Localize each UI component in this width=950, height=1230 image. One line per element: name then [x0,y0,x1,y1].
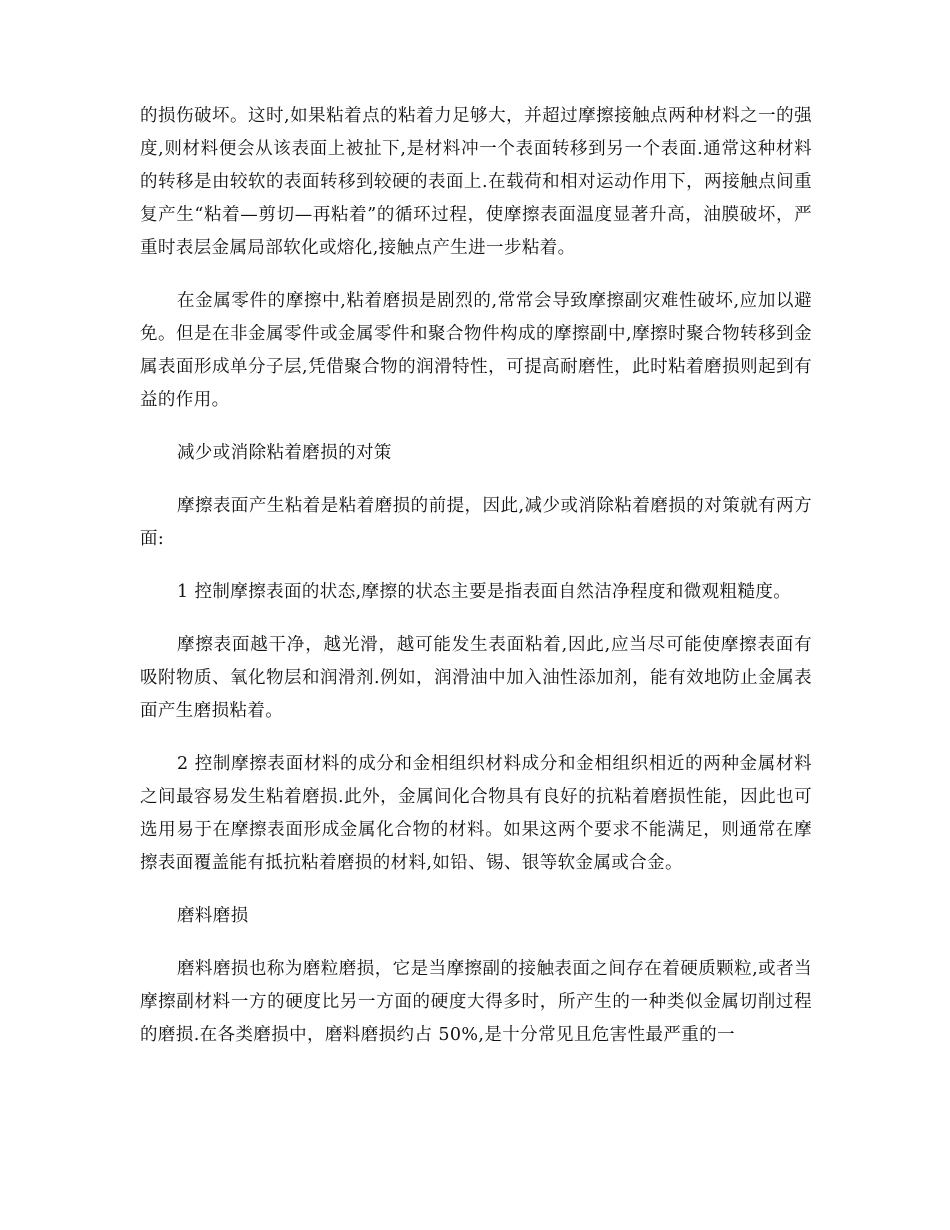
document-body [140,100,812,1072]
paragraph-item-2-material-composition: 2 控制摩擦表面材料的成分和金相组织材料成分和金相组织相近的两种金属材料之间最容易发生粘着磨损.此外，金属间化合物具有良好的抗粘着磨损性能，因此也可选用易于在摩擦表面形成金属化合物的材料。如果这两个要求不能满足，则通常在摩擦表面覆盖能有抵抗粘着磨损的材料,如铅、锡、银等软金属或合金。 [140,754,812,873]
section-heading-countermeasures: 减少或消除粘着磨损的对策 [177,443,392,463]
paragraph-metal-parts-friction: 在金属零件的摩擦中,粘着磨损是剧烈的,常常会导致摩擦副灾难性破坏,应加以避免。但是在非金属零件或金属零件和聚合物件构成的摩擦副中,摩擦时聚合物转移到金属表面形成单分子层,凭借聚合物的润滑特性，可提高耐磨性，此时粘着磨损则起到有益的作用。 [140,291,812,410]
section-heading-abrasive-wear: 磨料磨损 [177,906,249,926]
paragraph-clean-smooth-surface: 摩擦表面越干净，越光滑，越可能发生表面粘着,因此,应当尽可能使摩擦表面有吸附物质、氧化物层和润滑剂.例如，润滑油中加入油性添加剂，能有效地防止金属表面产生磨损粘着。 [140,635,812,721]
paragraph-adhesion-premise: 摩擦表面产生粘着是粘着磨损的前提，因此,减少或消除粘着磨损的对策就有两方面: [140,496,812,549]
paragraph-item-1-surface-state: 1 控制摩擦表面的状态,摩擦的状态主要是指表面自然洁净程度和微观粗糙度。 [177,582,792,602]
paragraph-continuation: 的损伤破坏。这时,如果粘着点的粘着力足够大，并超过摩擦接触点两种材料之一的强度,则材料便会从该表面上被扯下,是材料冲一个表面转移到另一个表面.通常这种材料的转移是由较软的表面转移到较硬的表面上.在载荷和相对运动作用下，两接触点间重复产生“粘着—剪切—再粘着”的循环过程，使摩擦表面温度显著升高，油膜破坏，严重时表层金属局部软化或熔化,接触点产生进一步粘着。 [140,106,812,258]
paragraph-abrasive-wear-definition: 磨料磨损也称为磨粒磨损，它是当摩擦副的接触表面之间存在着硬质颗粒,或者当摩擦副材料一方的硬度比另一方面的硬度大得多时，所产生的一种类似金属切削过程的磨损.在各类磨损中，磨料磨损约占 50%,是十分常见且危害性最严重的一 [140,959,812,1045]
